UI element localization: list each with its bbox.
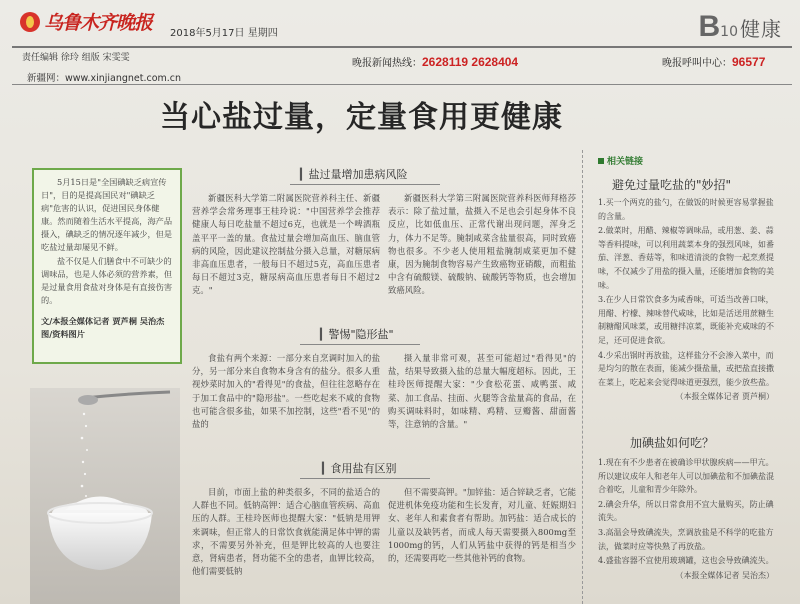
paper-name: 乌鲁木齐晚报: [44, 12, 153, 34]
tip-item: 2.碘会升华，所以日常食用不宜大量购买，防止碘流失。: [598, 499, 774, 523]
masthead-rule: [12, 46, 792, 48]
section-number: 10: [720, 24, 738, 40]
section-heading-text: 盐过量增加患病风险: [308, 168, 408, 181]
intro-box: [32, 168, 182, 364]
article-column: 食盐有两个来源：一部分来自烹调时加入的盐分，另一部分来自食物本身含有的盐分。很多人重视炒菜时加入的"看得见"的食盐，但往往忽略存在于加工食品中的"隐形盐"。一些吃起来不咸的食物也可能含很多盐，如果不加控制，这些"看不见"的盐的: [192, 353, 380, 430]
intro-credit: 文/本报全媒体记者 贾芦桐 吴治杰 图/资料图片: [41, 316, 165, 339]
call-center: [662, 54, 765, 69]
sidebar-title: 加碘盐如何吃？: [630, 436, 715, 450]
heading-marker-icon: ▎: [300, 168, 309, 181]
article-column: 新疆医科大学第二附属医院营养科主任、新疆营养学会常务理事王桂玲说："中国营养学会推荐健康人每日吃盐量不超过6克，也就是一个啤酒瓶盖平平一盖的量。食盐过量会增加高血压、脑血管病的风险，因此建议控制盐分摄入总量，对糖尿病非高血压患者，一般每日不超过5克，高血压患者每日不超过3克，糖尿病高血压患者每日不超过2克。": [192, 193, 380, 296]
tip-item: 3.高温会导致碘流失，烹调放盐是不科学的吃盐方法，做菜时应等快熟了再放盐。: [598, 527, 774, 551]
paper-logo: [20, 8, 152, 35]
square-bullet-icon: [598, 158, 604, 164]
article-column: 摄入量非常可观，甚至可能超过"看得见"的盐，结果导致摄入盐的总量大幅度超标。因此，王桂玲医师提醒大家："少食松花蛋、咸鸭蛋、咸菜、加工食品、挂面、火腿等含盐量高的食品，在购买调味料时，如味精、鸡精、豆瓣酱、甜面酱等，注意钠的含量。": [388, 353, 576, 430]
sidebar-tips: [598, 196, 774, 405]
tip-item: 4.盛盐容器不宜使用玻璃罐，这也会导致碘流失。: [598, 556, 774, 566]
sidebar-credit: （本报全媒体记者 贾芦桐）: [675, 392, 774, 402]
section-heading: [322, 460, 396, 476]
section-heading-text: 警惕"隐形盐": [328, 328, 394, 341]
heading-marker-icon: ▎: [320, 328, 329, 341]
intro-paragraph: 5月15日是"全国碘缺乏病宣传日"，目的是提高国民对"碘缺乏病"危害的认识，促进国民身体健康。然而随着生活水平提高，海产品摄入，碘缺乏的情况逐年减少，但是吃盐过量却屡见不鲜。: [41, 177, 173, 252]
page-headline: 当心盐过量，定量食用更健康: [160, 100, 563, 135]
section-heading: [320, 326, 394, 342]
tip-item: 2.做菜时，用醋、辣椒等调味品，或用葱、姜、蒜等香料提味，可以利用蔬菜本身的强烈风味，如番茄、洋葱、香菇等，和味道清淡的食物一起烹煮提味，不仅减少了用盐的摄入量，还能增加食物的美味。: [598, 226, 774, 290]
heading-rule: [300, 344, 420, 345]
section-heading-text: 食用盐有区别: [330, 462, 397, 475]
heading-marker-icon: ▎: [322, 462, 331, 475]
call-center-number: 96577: [732, 55, 766, 69]
sidebar-tips: [598, 456, 774, 583]
hotline-numbers: 2628119 2628404: [422, 55, 519, 69]
sidebar-credit: （本报全媒体记者 吴治杰）: [675, 570, 774, 580]
sidebar-title: 避免过量吃盐的"妙招": [612, 178, 732, 192]
logo-emblem-icon: [20, 12, 40, 32]
tip-item: 1.现在有不少患者在被确诊甲状腺疾病——甲亢。所以建议成年人和老年人可以加碘盐和不加碘盐混合着吃，儿童和青少年除外。: [598, 458, 774, 495]
tip-item: 4.少采出锅时再放盐，这样盐分不会渗入菜中，而是均匀的散在表面，能减少摄盐量，或把盐直接撒在菜上，吃起来会觉得味道更强烈，能少放些盐。: [598, 350, 774, 387]
website-line: 新疆网：www.xinjiangnet.com.cn: [27, 73, 182, 84]
call-center-label: 晚报呼叫中心：: [662, 58, 732, 69]
article-column: 目前，市面上盐的种类很多，不同的盐适合的人群也不同。低钠高钾：适合心脑血管疾病、高血压的人群。王桂玲医师也提醒大家："低钠是用钾来调味，但正常人的日常饮食就能满足体中钾的需求，不需要另外补充，但是钾比较高的人也要注意，肾病患者，肾功能不全的患者，血钾比较高，他们需要低钠: [192, 487, 380, 577]
related-label-text: 相关链接: [607, 157, 644, 167]
issue-date: 2018年5月17日 星期四: [170, 28, 278, 39]
intro-paragraph: 盐不仅是人们膳食中不可缺少的调味品，也是人体必须的营养素，但是过量食用食盐对身体是有直接伤害的。: [41, 256, 173, 305]
section-heading: [300, 166, 407, 182]
hotline-label: 晚报新闻热线：: [352, 58, 422, 69]
heading-rule: [290, 184, 440, 185]
heading-rule: [300, 478, 430, 479]
masthead: [12, 8, 792, 86]
article-column: 新疆医科大学第三附属医院营养科医师拜格莎表示：除了盐过量，盐摄入不足也会引起身体不良反应，比如低血压、正常代谢出现问题，浑身乏力，体力不足等。腌制咸菜含盐量很高，同时致癌物也很多。不少老人使用粗盐腌制咸菜更加不健康，因为腌制食物容易产生致癌物亚硝酸，而粗盐中含有硫酸镁、硫酸钠、硫酸钙等物质，也会增加致癌风险。: [388, 193, 576, 296]
news-hotline: [352, 54, 518, 69]
article-column: 但不需要高钾。"加锌盐：适合锌缺乏者，它能促进机体免疫功能和生长发育，对儿童、妊娠期妇女、老年人和素食者有帮助。加钙盐：适合成长的儿童以及缺钙者，而成人每天需要摄入800mg至1000mg的钙，人们从钙盐中获得的钙是相当少的，还需要再吃一些其他补钙的食物。: [388, 487, 576, 564]
section-letter: B: [698, 10, 721, 43]
masthead-bottom-rule: [12, 84, 792, 85]
salt-bowl-image: [30, 388, 180, 604]
tip-item: 3.在少人日常饮食多为咸香味，可适当改善口味，用醋、柠檬、辣味替代咸味，比如是活送用蔗糖生制糖醋风味菜，或用糖拌凉菜，既能补充咸味的不足，还可促进食欲。: [598, 295, 774, 345]
section-badge: [699, 10, 783, 44]
section-name: 健康: [740, 17, 782, 41]
tip-item: 1.买一个两克的盐勺，在做饭的时候更容易掌握盐的含量。: [598, 198, 774, 221]
related-label: [598, 154, 643, 167]
editors-credit: 责任编辑 徐玲 组版 宋雯雯: [22, 53, 130, 63]
